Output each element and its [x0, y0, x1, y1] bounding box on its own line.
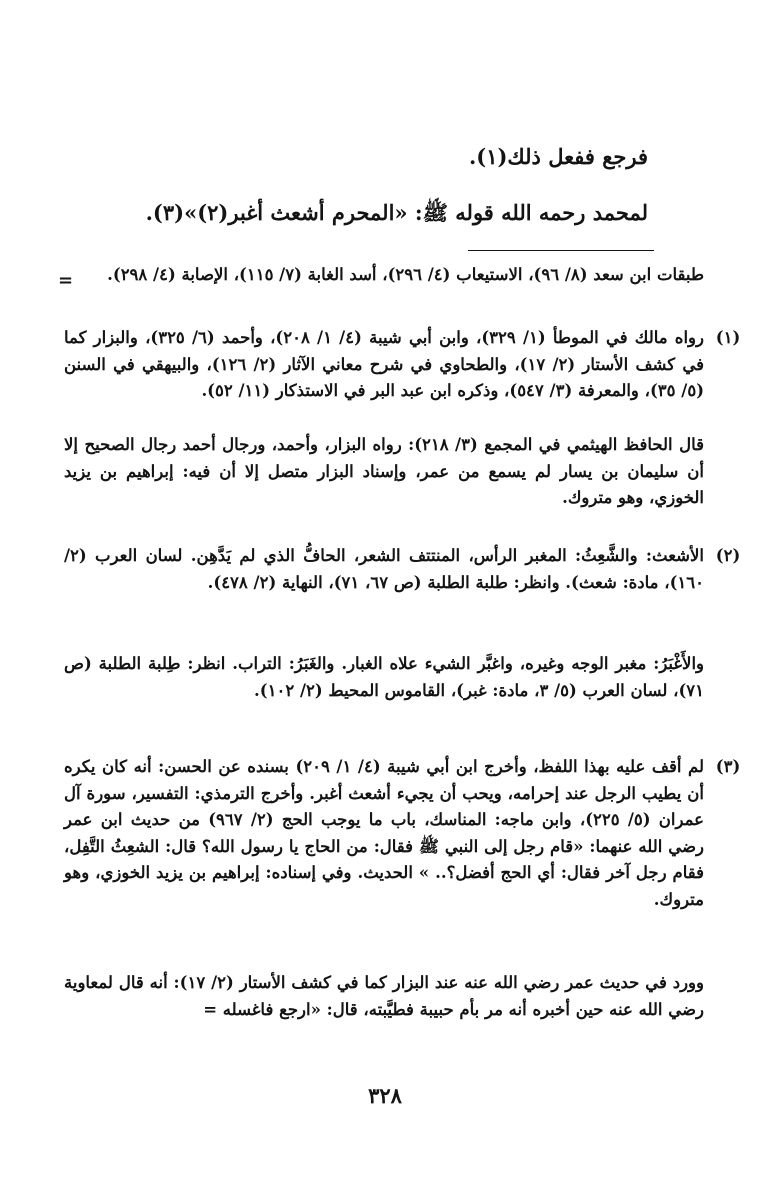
- footnote-continuation: طبقات ابن سعد (٨/ ٩٦)، الاستيعاب (٤/ ٢٩٦)، أسد الغابة (٧/ ١١٥)، الإصابة (٤/ ٢٩٨).: [107, 265, 704, 284]
- footnote-separator: [468, 250, 654, 251]
- footnote-2-para-1: الأشعث: والشَّعِثُ: المغبر الرأس، المنتتف الشعر، الحافُّ الذي لم يَدَّهِن. لسان العرب (٢/ ١٦٠)، مادة: شعث). وانظر: طلبة الطلبة (ص ٦٧، ٧١)، النهاية (٢/ ٤٧٨).: [64, 546, 704, 592]
- continuation-mark: =: [58, 270, 74, 291]
- footnote-2-para-2: والأَغْبَرُ: مغبر الوجه وغيره، واغبَّر الشيء علاه الغبار. والغَبَرُ: التراب. انظر: طِلبة الطلبة (ص ٧١)، لسان العرب (٥/ ٣، مادة: غبر)، القاموس المحيط (٢/ ١٠٢).: [64, 654, 704, 700]
- page-number: ٣٢٨: [368, 1083, 402, 1108]
- footnote-number-3: (٣): [715, 757, 741, 776]
- main-text-line-1: فرجع ففعل ذلك(١).: [468, 144, 648, 169]
- footnote-number-2: (٢): [715, 546, 741, 565]
- footnote-1-para-2: قال الحافظ الهيثمي في المجمع (٣/ ٢١٨): رواه البزار، وأحمد، ورجال أحمد رجال الصحيح إلا أن سليمان بن يسار لم يسمع من عمر، وإسناد البزار متصل إلا أن فيه: إبراهيم بن يزيد الخوزي، وهو متروك.: [64, 435, 704, 507]
- main-text-line-2: لمحمد رحمه الله قوله ﷺ: «المحرم أشعث أغبر(٢)»(٣).: [145, 200, 648, 225]
- footnote-1-para-1: رواه مالك في الموطأ (١/ ٣٢٩)، وابن أبي شيبة (٤/ ١/ ٢٠٨)، وأحمد (٦/ ٣٢٥)، والبزار كما في كشف الأستار (٢/ ١٧)، والطحاوي في شرح معاني الآثار (٢/ ١٢٦)، والبيهقي في السنن (٥/ ٣٥)، والمعرفة (٣/ ٥٤٧)، وذكره ابن عبد البر في الاستذكار (١١/ ٥٢).: [64, 328, 704, 400]
- footnote-number-1: (١): [715, 328, 741, 347]
- footnote-3-para-2: وورد في حديث عمر رضي الله عنه عند البزار كما في كشف الأستار (٢/ ١٧): أنه قال لمعاوية رضي الله عنه حين أخبره أنه مر بأم حبيبة فطيَّبته، قال: «ارجع فاغسله =: [64, 973, 704, 1019]
- footnote-3-para-1: لم أقف عليه بهذا اللفظ، وأخرج ابن أبي شيبة (٤/ ١/ ٢٠٩) بسنده عن الحسن: أنه كان يكره أن يطيب الرجل عند إحرامه، ويحب أن يجيء أشعث أغبر. وأخرج الترمذي: التفسير، سورة آل عمران (٥/ ٢٢٥)، وابن ماجه: المناسك، باب ما يوجب الحج (٢/ ٩٦٧) من حديث ابن عمر رضي الله عنهما: «قام رجل إلى النبي ﷺ فقال: من الحاج يا رسول الله؟ قال: الشعِثُ التَّفِل، فقام رجل آخر فقال: أي الحج أفضل؟.. » الحديث. وفي إسناده: إبراهيم بن يزيد الخوزي، وهو متروك.: [64, 757, 704, 909]
